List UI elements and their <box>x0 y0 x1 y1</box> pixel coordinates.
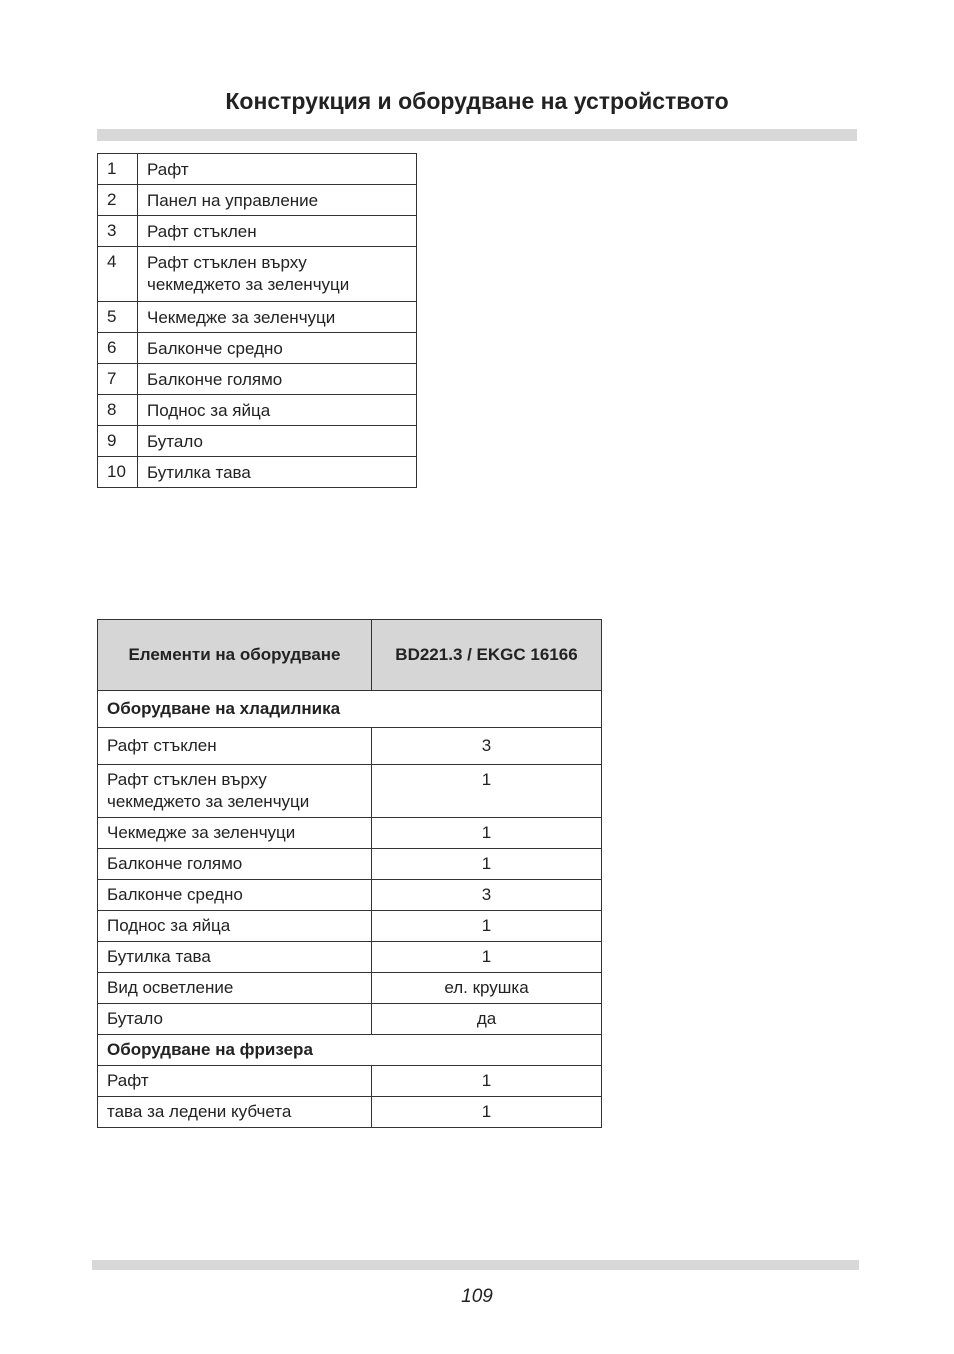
part-number: 6 <box>98 333 138 364</box>
table-row <box>98 364 417 395</box>
header-divider <box>97 129 857 141</box>
table-row <box>98 426 417 457</box>
part-label: Рафт <box>138 154 417 185</box>
item-value: 1 <box>372 849 602 880</box>
part-label: Балконче средно <box>138 333 417 364</box>
part-number: 5 <box>98 302 138 333</box>
item-label: Поднос за яйца <box>98 911 372 942</box>
table-row <box>98 880 602 911</box>
item-value: 1 <box>372 765 602 818</box>
table-row <box>98 911 602 942</box>
item-value: 1 <box>372 942 602 973</box>
parts-list-table <box>97 153 417 488</box>
item-value: 1 <box>372 1097 602 1128</box>
part-number: 9 <box>98 426 138 457</box>
table-row <box>98 728 602 765</box>
item-value: 1 <box>372 818 602 849</box>
section-row-fridge <box>98 691 602 728</box>
table-row <box>98 216 417 247</box>
item-label: Балконче средно <box>98 880 372 911</box>
part-number: 8 <box>98 395 138 426</box>
item-label: Бутилка тава <box>98 942 372 973</box>
part-label: Рафт стъклен върху чекмеджето за зеленчуци <box>138 247 417 302</box>
item-label: Рафт стъклен <box>98 728 372 765</box>
item-label: Рафт <box>98 1066 372 1097</box>
item-value: 1 <box>372 911 602 942</box>
table-row <box>98 942 602 973</box>
part-number: 1 <box>98 154 138 185</box>
part-label: Балконче голямо <box>138 364 417 395</box>
table-row <box>98 154 417 185</box>
item-value: 3 <box>372 880 602 911</box>
part-label: Бутало <box>138 426 417 457</box>
section-label: Оборудване на фризера <box>98 1035 602 1066</box>
part-label: Поднос за яйца <box>138 395 417 426</box>
table-row <box>98 1097 602 1128</box>
part-number: 3 <box>98 216 138 247</box>
table-row <box>98 333 417 364</box>
item-label: Вид осветление <box>98 973 372 1004</box>
part-number: 10 <box>98 457 138 488</box>
item-value: 3 <box>372 728 602 765</box>
item-label: Чекмедже за зеленчуци <box>98 818 372 849</box>
table-row <box>98 765 602 818</box>
item-value: 1 <box>372 1066 602 1097</box>
table-row <box>98 395 417 426</box>
table-row <box>98 818 602 849</box>
table-row <box>98 973 602 1004</box>
item-value: ел. крушка <box>372 973 602 1004</box>
part-number: 2 <box>98 185 138 216</box>
table-row <box>98 1004 602 1035</box>
table-row <box>98 247 417 302</box>
equipment-table <box>97 619 602 1128</box>
part-label: Бутилка тава <box>138 457 417 488</box>
part-label: Панел на управление <box>138 185 417 216</box>
page-title: Конструкция и оборудване на устройството <box>225 88 729 114</box>
table-header-row <box>98 620 602 691</box>
section-row-freezer <box>98 1035 602 1066</box>
item-label: Бутало <box>98 1004 372 1035</box>
table-row <box>98 849 602 880</box>
item-value: да <box>372 1004 602 1035</box>
section-label: Оборудване на хладилника <box>98 691 602 728</box>
footer-divider <box>92 1260 859 1270</box>
column-header-elements: Елементи на оборудване <box>98 620 372 691</box>
part-number: 4 <box>98 247 138 302</box>
part-label: Рафт стъклен <box>138 216 417 247</box>
table-row <box>98 185 417 216</box>
table-row <box>98 457 417 488</box>
table-row <box>98 302 417 333</box>
page-number: 109 <box>461 1286 493 1307</box>
table-row <box>98 1066 602 1097</box>
column-header-model: BD221.3 / EKGC 16166 <box>372 620 602 691</box>
part-label: Чекмедже за зеленчуци <box>138 302 417 333</box>
item-label: тава за ледени кубчета <box>98 1097 372 1128</box>
part-number: 7 <box>98 364 138 395</box>
item-label: Рафт стъклен върху чекмеджето за зеленчуци <box>98 765 372 818</box>
item-label: Балконче голямо <box>98 849 372 880</box>
